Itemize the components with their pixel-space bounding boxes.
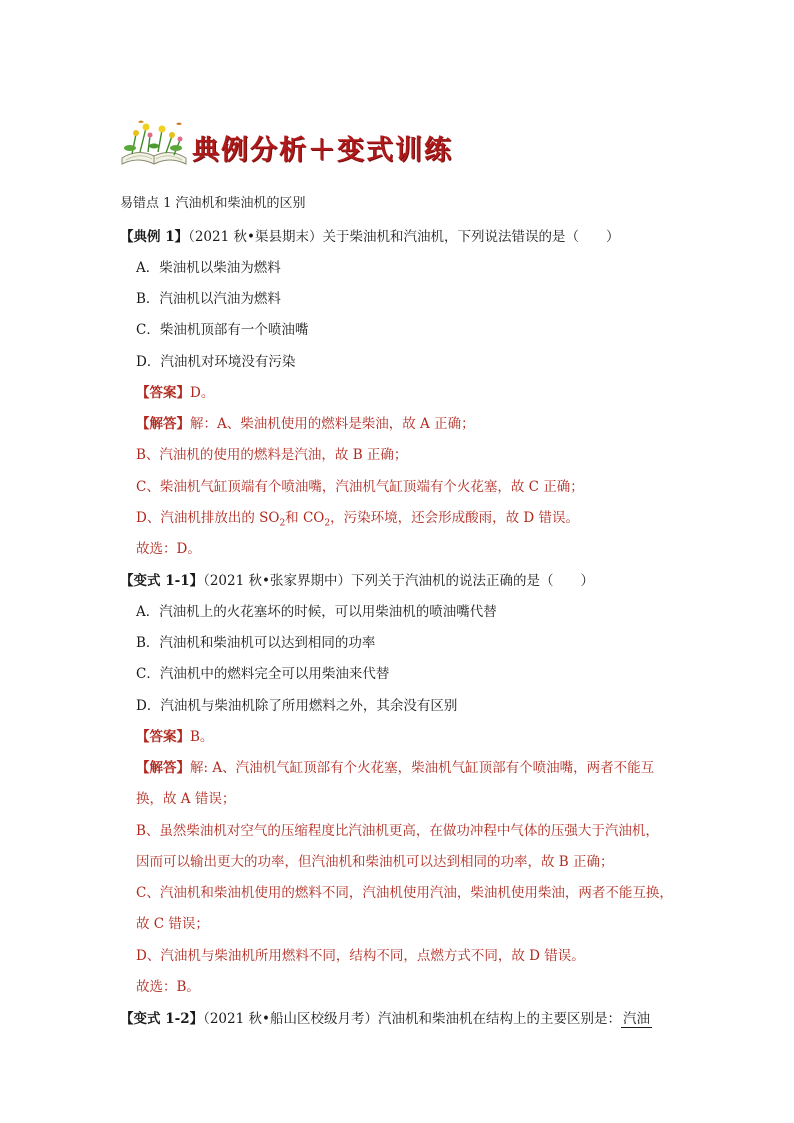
section-header xyxy=(118,118,518,170)
section-heading: 易错点 1 汽油机和柴油机的区别 xyxy=(120,196,306,211)
analysis-text: 和 CO xyxy=(285,510,325,526)
example1-answer xyxy=(136,384,214,402)
variant-source: （2021 秋•张家界期中） xyxy=(203,573,351,589)
example1-conclusion: 故选：D。 xyxy=(136,541,201,557)
book-flower-logo-icon xyxy=(118,118,190,168)
option-c: C．柴油机顶部有一个喷油嘴 xyxy=(136,322,309,338)
variant1-analysis-line-4: 因而可以输出更大的功率，但汽油机和柴油机可以达到相同的功率，故 B 正确； xyxy=(136,854,614,870)
header-title: 典例分析＋变式训练 xyxy=(192,135,453,166)
variant1-analysis-line-2: 换，故 A 错误； xyxy=(136,791,236,807)
subscript: 2 xyxy=(279,518,286,529)
answer-text: D。 xyxy=(190,385,215,401)
example-question-text: 关于柴油机和汽油机，下列说法错误的是（ ） xyxy=(322,229,620,245)
analysis-text: D、汽油机排放出的 SO xyxy=(136,510,280,526)
variant1-analysis-line-1 xyxy=(136,759,654,777)
variant1-answer xyxy=(136,728,213,746)
variant1-analysis-line-6: 故 C 错误； xyxy=(136,916,209,932)
option-b: B．汽油机和柴油机可以达到相同的功率 xyxy=(136,635,376,651)
example-tag: 【典例 1】 xyxy=(120,229,189,245)
option-a: A．柴油机以柴油为燃料 xyxy=(136,260,281,276)
variant1-question xyxy=(120,572,594,590)
example1-analysis-line-1 xyxy=(136,415,475,433)
analysis-text: ，污染环境，还会形成酸雨，故 D 错误。 xyxy=(330,510,580,526)
example1-analysis-line-4 xyxy=(136,509,579,533)
option-d: D．汽油机对环境没有污染 xyxy=(136,354,296,370)
variant-tag: 【变式 1-2】 xyxy=(120,1011,204,1027)
variant-source: （2021 秋•船山区校级月考） xyxy=(203,1011,378,1027)
variant1-analysis-line-7: D、汽油机与柴油机所用燃料不同，结构不同，点燃方式不同，故 D 错误。 xyxy=(136,948,585,964)
variant-question-text: 下列关于汽油机的说法正确的是（ ） xyxy=(350,573,594,589)
variant1-conclusion: 故选：B。 xyxy=(136,979,200,995)
subscript: 2 xyxy=(324,518,331,529)
option-a: A．汽油机上的火花塞坏的时候，可以用柴油机的喷油嘴代替 xyxy=(136,604,497,620)
option-d: D．汽油机与柴油机除了所用燃料之外，其余没有区别 xyxy=(136,698,458,714)
example1-analysis-line-2: B、汽油机的使用的燃料是汽油，故 B 正确； xyxy=(136,447,408,463)
option-b: B．汽油机以汽油为燃料 xyxy=(136,291,281,307)
analysis-text: 解：A、柴油机使用的燃料是柴油，故 A 正确； xyxy=(190,416,475,432)
example-source: （2021 秋•渠县期末） xyxy=(188,229,323,245)
analysis-text: 解: A、汽油机气缸顶部有个火花塞，柴油机气缸顶部有个喷油嘴，两者不能互 xyxy=(190,760,655,776)
answer-blank: 汽油 xyxy=(622,1011,650,1027)
answer-tag: 【答案】 xyxy=(136,729,190,745)
variant1-analysis-line-3: B、虽然柴油机对空气的压缩程度比汽油机更高，在做功冲程中气体的压强大于汽油机， xyxy=(136,823,659,839)
answer-text: B。 xyxy=(190,729,214,745)
example1-question xyxy=(120,228,619,246)
variant2-question xyxy=(120,1010,652,1028)
variant-tag: 【变式 1-1】 xyxy=(120,573,204,589)
analysis-tag: 【解答】 xyxy=(136,416,190,432)
answer-tag: 【答案】 xyxy=(136,385,190,401)
analysis-tag: 【解答】 xyxy=(136,760,190,776)
option-c: C．汽油机中的燃料完全可以用柴油来代替 xyxy=(136,666,390,682)
example1-analysis-line-3: C、柴油机气缸顶端有个喷油嘴，汽油机气缸顶端有个火花塞，故 C 正确； xyxy=(136,479,584,495)
variant-question-text: 汽油机和柴油机在结构上的主要区别是： xyxy=(377,1011,621,1027)
variant1-analysis-line-5: C、汽油机和柴油机使用的燃料不同，汽油机使用汽油，柴油机使用柴油，两者不能互换， xyxy=(136,885,673,901)
